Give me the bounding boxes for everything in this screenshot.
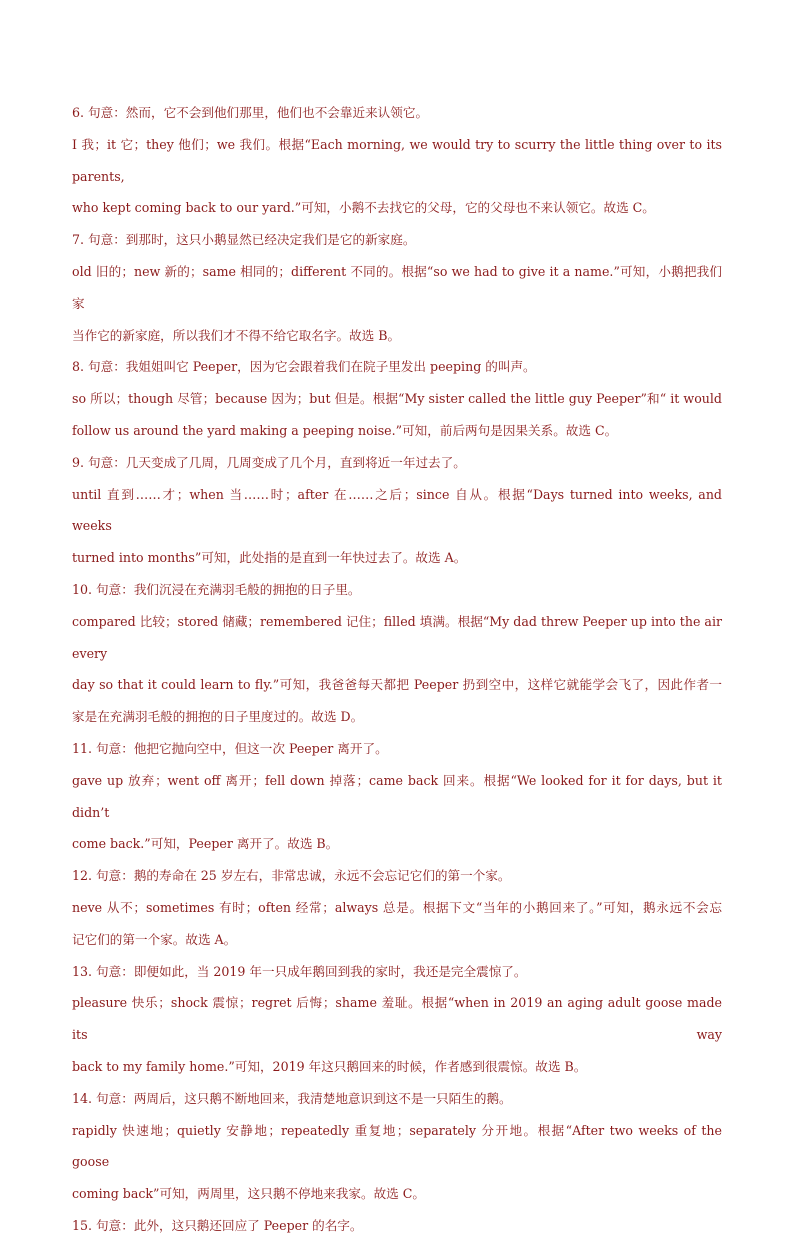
question-8-meaning: 8. 句意：我姐姐叫它 Peeper，因为它会跟着我们在院子里发出 peeping 的叫声。 (72, 359, 536, 375)
question-10-explanation: compared 比较；stored 储藏；remembered 记住；filled 填满。根据“My dad threw Peeper up into the air every (72, 613, 722, 661)
explanation-text (72, 97, 722, 1242)
question-13-explanation: pleasure 快乐；shock 震惊；regret 后悔；shame 羞耻。根据“when in 2019 an aging adult goose made its way (72, 995, 722, 1043)
question-10-explanation: day so that it could learn to fly.”可知，我爸爸每天都把 Peeper 扔到空中，这样它就能学会飞了，因此作者一 (72, 677, 722, 693)
question-6-explanation: I 我；it 它；they 他们；we 我们。根据“Each morning, we would try to scurry the little thing over to its parents, (72, 136, 722, 184)
question-12-explanation: neve 从不；sometimes 有时；often 经常；always 总是。根据下文“当年的小鹅回来了。”可知，鹅永远不会忘 (72, 899, 722, 915)
question-10-explanation: 家是在充满羽毛般的拥抱的日子里度过的。故选 D。 (72, 709, 364, 725)
question-11-explanation: gave up 放弃；went off 离开；fell down 掉落；came back 回来。根据“We looked for it for days, but it didn’t (72, 772, 722, 820)
question-13-meaning: 13. 句意：即便如此，当 2019 年一只成年鹅回到我的家时，我还是完全震惊了。 (72, 963, 527, 979)
question-14-explanation: rapidly 快速地；quietly 安静地；repeatedly 重复地；separately 分开地。根据“After two weeks of the goose (72, 1122, 722, 1170)
question-6-meaning: 6. 句意：然而，它不会到他们那里，他们也不会靠近来认领它。 (72, 105, 429, 120)
question-9-meaning: 9. 句意：几天变成了几周，几周变成了几个月，直到将近一年过去了。 (72, 454, 466, 470)
question-9-explanation: turned into months”可知，此处指的是直到一年快过去了。故选 A。 (72, 550, 467, 566)
question-8-explanation: follow us around the yard making a peeping noise.”可知，前后两句是因果关系。故选 C。 (72, 422, 618, 438)
question-8-explanation: so 所以；though 尽管；because 因为；but 但是。根据“My sister called the little guy Peeper”和“ it would (72, 391, 722, 407)
question-12-meaning: 12. 句意：鹅的寿命在 25 岁左右，非常忠诚，永远不会忘记它们的第一个家。 (72, 868, 511, 884)
question-11-meaning: 11. 句意：他把它抛向空中，但这一次 Peeper 离开了。 (72, 740, 388, 756)
question-14-meaning: 14. 句意：两周后，这只鹅不断地回来，我清楚地意识到这不是一只陌生的鹅。 (72, 1090, 512, 1106)
question-6-explanation: who kept coming back to our yard.”可知，小鹅不去找它的父母，它的父母也不来认领它。故选 C。 (72, 200, 655, 216)
question-10-meaning: 10. 句意：我们沉浸在充满羽毛般的拥抱的日子里。 (72, 581, 361, 597)
question-14-explanation: coming back”可知，两周里，这只鹅不停地来我家。故选 C。 (72, 1186, 425, 1202)
question-11-explanation: come back.”可知，Peeper 离开了。故选 B。 (72, 836, 339, 852)
question-7-explanation: old 旧的；new 新的；same 相同的；different 不同的。根据“so we had to give it a name.”可知，小鹅把我们家 (72, 263, 722, 311)
question-9-explanation: until 直到……才；when 当……时；after 在……之后；since 自从。根据“Days turned into weeks, and weeks (72, 486, 722, 534)
question-7-meaning: 7. 句意：到那时，这只小鹅显然已经决定我们是它的新家庭。 (72, 232, 416, 248)
question-13-explanation: back to my family home.”可知，2019 年这只鹅回来的时候，作者感到很震惊。故选 B。 (72, 1058, 587, 1074)
question-12-explanation: 记它们的第一个家。故选 A。 (72, 931, 237, 947)
question-7-explanation: 当作它的新家庭，所以我们才不得不给它取名字。故选 B。 (72, 327, 401, 343)
question-15-meaning: 15. 句意：此外，这只鹅还回应了 Peeper 的名字。 (72, 1217, 363, 1233)
